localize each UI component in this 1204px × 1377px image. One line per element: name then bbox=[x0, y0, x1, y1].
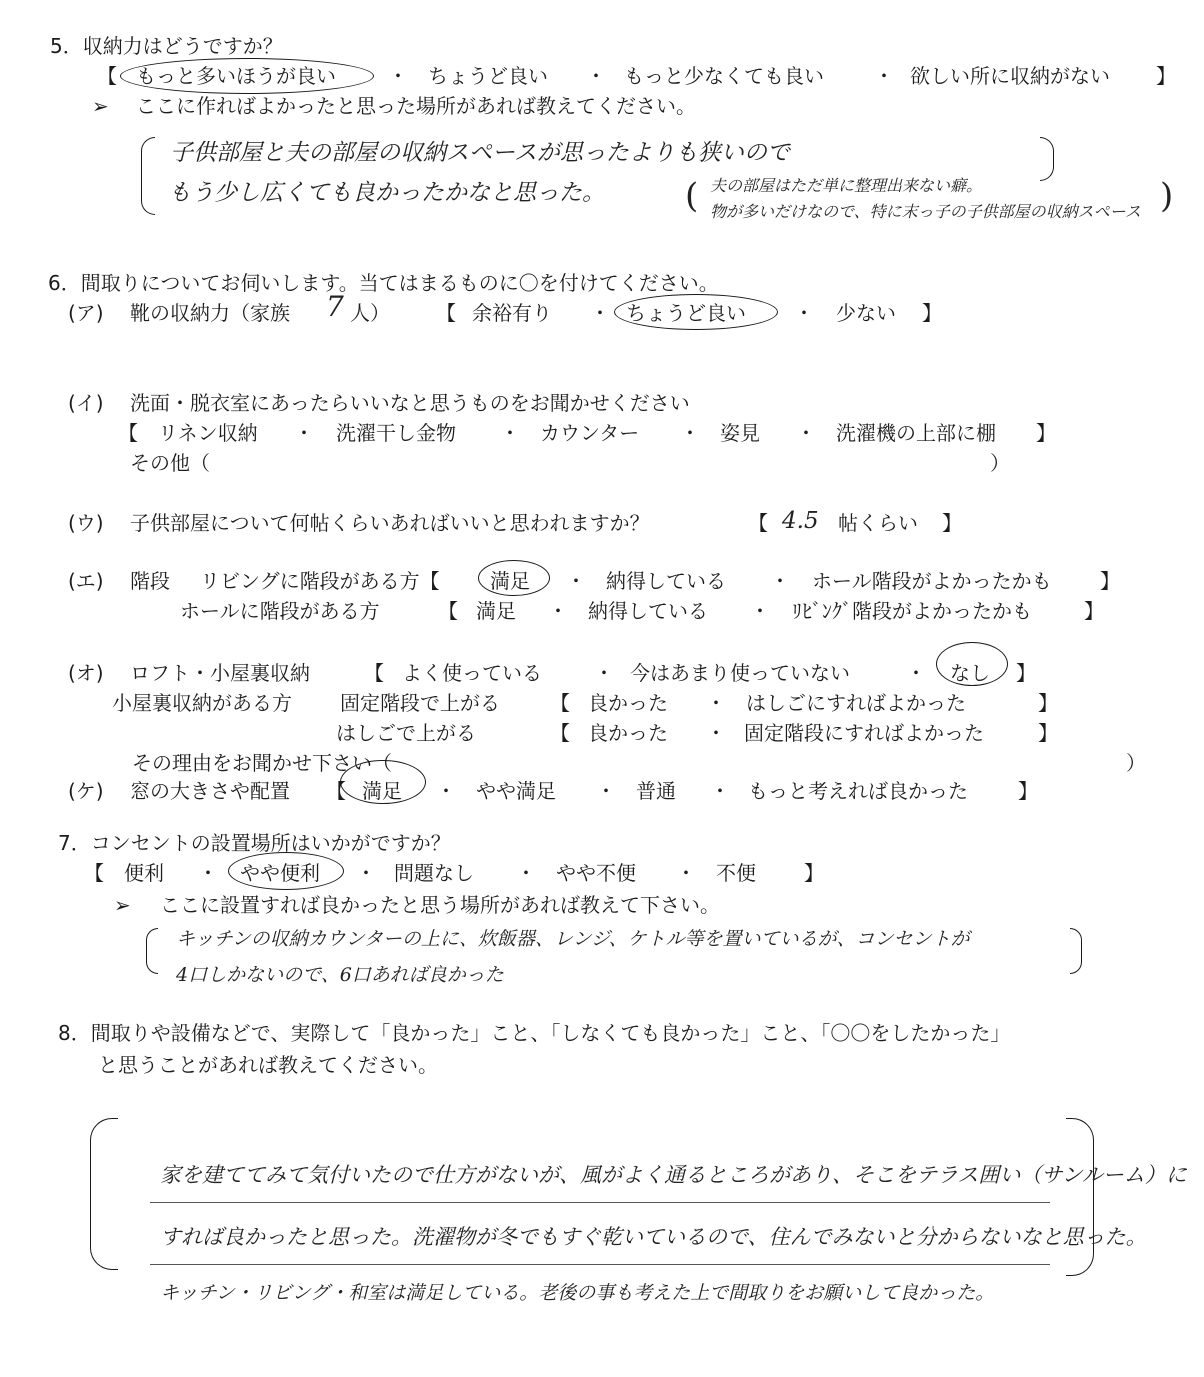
q6e-selection-circle bbox=[478, 560, 550, 596]
q6o-option-none[interactable]: なし bbox=[950, 661, 990, 685]
q8-answer-rule bbox=[150, 1264, 1050, 1265]
q6e-row2-option-living[interactable]: ﾘﾋﾞﾝｸﾞ階段がよかったかも bbox=[792, 599, 1032, 623]
q6e-row1-label: リビングに階段がある方【 bbox=[200, 569, 440, 593]
q7-answer-open-paren bbox=[146, 928, 158, 974]
q6ke-selection-circle bbox=[340, 760, 426, 804]
q8-answer-line3[interactable]: キッチン・リビング・和室は満足している。老後の事も考えた上で間取りをお願いして良かった。 bbox=[160, 1282, 995, 1304]
q7-answer-close-paren bbox=[1070, 928, 1082, 974]
q6o-question: ロフト・小屋裏収納 bbox=[130, 661, 310, 685]
q6o-selection-circle bbox=[936, 642, 1008, 686]
q7-sub-question: ここに設置すれば良かったと思う場所があれば教えて下さい。 bbox=[160, 893, 720, 917]
q6o-option-often[interactable]: よく使っている bbox=[402, 661, 542, 685]
q6o-reason-label: その理由をお聞かせ下さい（ bbox=[132, 751, 392, 775]
q5-title: 5．収納力はどうですか？ bbox=[50, 34, 283, 58]
q6i-option-shelf[interactable]: 洗濯機の上部に棚 bbox=[836, 421, 996, 445]
q6e-label: (エ) bbox=[68, 569, 104, 593]
q6a-question: 靴の収納力（家族 bbox=[130, 301, 290, 325]
bracket: 【 bbox=[326, 779, 346, 803]
q5-selection-circle bbox=[120, 58, 374, 94]
bracket: 【 bbox=[84, 861, 104, 885]
bracket: 】 bbox=[1038, 691, 1058, 715]
q6a-label: (ア) bbox=[68, 301, 104, 325]
q7-option-no-problem[interactable]: 問題なし bbox=[394, 861, 474, 885]
q6o-option-rarely[interactable]: 今はあまり使っていない bbox=[630, 661, 850, 685]
bracket: 】 bbox=[804, 861, 824, 885]
q6i-option-counter[interactable]: カウンター bbox=[540, 421, 640, 445]
q8-answer-open-paren bbox=[90, 1118, 118, 1270]
q6o-sub-label: 小屋裏収納がある方 bbox=[112, 691, 292, 715]
q5-open-bracket: 【 bbox=[97, 64, 117, 88]
q6a-option-ample[interactable]: 余裕有り bbox=[472, 301, 552, 325]
separator: ・ bbox=[750, 599, 770, 623]
q6ke-option-normal[interactable]: 普通 bbox=[636, 779, 676, 803]
q6e-row2-option-accept[interactable]: 納得している bbox=[588, 599, 708, 623]
separator: ・ bbox=[906, 661, 926, 685]
q5-option-missing[interactable]: 欲しい所に収納がない bbox=[910, 64, 1110, 88]
q6a-family-count[interactable]: 7 bbox=[326, 290, 344, 323]
q6i-option-drying[interactable]: 洗濯干し金物 bbox=[336, 421, 456, 445]
separator: ・ bbox=[356, 861, 376, 885]
q6e-question: 階段 bbox=[130, 569, 170, 593]
q5-note-close-paren: ) bbox=[1160, 176, 1174, 216]
q6i-option-linen[interactable]: リネン収納 bbox=[158, 421, 258, 445]
q6ke-option-better[interactable]: もっと考えれば良かった bbox=[748, 779, 968, 803]
separator: ・ bbox=[500, 421, 520, 445]
q6o-reason-close: ） bbox=[1126, 751, 1146, 775]
separator: ・ bbox=[436, 779, 456, 803]
q6e-row1-option-accept[interactable]: 納得している bbox=[606, 569, 726, 593]
separator: ・ bbox=[874, 64, 894, 88]
bracket: 【 bbox=[550, 721, 570, 745]
q6o-row1-label: 固定階段で上がる bbox=[340, 691, 500, 715]
bracket: 【 bbox=[436, 301, 456, 325]
q6i-option-mirror[interactable]: 姿見 bbox=[720, 421, 760, 445]
q6e-row2-label: ホールに階段がある方 bbox=[180, 599, 380, 623]
q6a-option-few[interactable]: 少ない bbox=[836, 301, 896, 325]
q6a-selection-circle bbox=[614, 294, 778, 330]
q6-title: 6．間取りについてお伺いします。当てはまるものに〇を付けてください。 bbox=[48, 271, 719, 295]
q5-answer-line2[interactable]: もう少し広くても良かったかなと思った。 bbox=[168, 180, 605, 206]
q5-answer-open-paren bbox=[141, 137, 155, 215]
q7-title: 7．コンセントの設置場所はいかがですか？ bbox=[58, 831, 451, 855]
q6u-label: (ウ) bbox=[68, 511, 104, 535]
q6ke-question: 窓の大きさや配置 bbox=[130, 779, 290, 803]
q6o-row2-label: はしごで上がる bbox=[336, 721, 476, 745]
bracket: 【 bbox=[364, 661, 384, 685]
q7-option-somewhat-inconvenient[interactable]: やや不便 bbox=[556, 861, 636, 885]
q6e-row1-option-hall[interactable]: ホール階段がよかったかも bbox=[812, 569, 1052, 593]
q5-sub-arrow-icon: ➢ bbox=[92, 94, 109, 118]
bracket: 】 bbox=[1084, 599, 1104, 623]
separator: ・ bbox=[590, 301, 610, 325]
q6o-row2-option-fixed[interactable]: 固定階段にすればよかった bbox=[744, 721, 984, 745]
q7-option-inconvenient[interactable]: 不便 bbox=[716, 861, 756, 885]
q8-title-line2: と思うことがあれば教えてください。 bbox=[98, 1053, 438, 1077]
q6o-row1-option-ladder[interactable]: はしごにすればよかった bbox=[746, 691, 966, 715]
bracket: 】 bbox=[1018, 779, 1038, 803]
separator: ・ bbox=[680, 421, 700, 445]
separator: ・ bbox=[198, 861, 218, 885]
q6u-question: 子供部屋について何帖くらいあればいいと思われますか？ bbox=[130, 511, 650, 535]
bracket: 【 bbox=[748, 511, 768, 535]
q6i-other-close: ） bbox=[990, 451, 1010, 475]
q6a-option-just-right[interactable]: ちょうど良い bbox=[626, 301, 746, 325]
separator: ・ bbox=[770, 569, 790, 593]
q5-note-line1[interactable]: 夫の部屋はただ単に整理出来ない癖。 bbox=[710, 176, 983, 195]
q6i-question: 洗面・脱衣室にあったらいいなと思うものをお聞かせください bbox=[130, 391, 690, 415]
q6o-row1-option-good[interactable]: 良かった bbox=[588, 691, 668, 715]
q5-option-less[interactable]: もっと少なくても良い bbox=[624, 64, 824, 88]
q6u-unit: 帖くらい bbox=[838, 511, 918, 535]
separator: ・ bbox=[548, 599, 568, 623]
q7-selection-circle bbox=[228, 852, 344, 890]
separator: ・ bbox=[706, 691, 726, 715]
q5-answer-close-paren bbox=[1040, 137, 1054, 181]
q6ke-label: (ケ) bbox=[68, 779, 104, 803]
q6u-answer[interactable]: 4.5 bbox=[782, 508, 819, 534]
q7-answer-line1[interactable]: キッチンの収納カウンターの上に、炊飯器、レンジ、ケトル等を置いているが、コンセントが bbox=[176, 928, 970, 950]
q8-answer-rule bbox=[150, 1202, 1050, 1203]
q8-answer-line1[interactable]: 家を建ててみて気付いたので仕方がないが、風がよく通るところがあり、そこをテラス囲い（サンルーム）に bbox=[160, 1163, 1187, 1187]
separator: ・ bbox=[794, 301, 814, 325]
q8-answer-line2[interactable]: すれば良かったと思った。洗濯物が冬でもすぐ乾いているので、住んでみないと分からないなと思った。 bbox=[160, 1225, 1147, 1249]
separator: ・ bbox=[516, 861, 536, 885]
q8-answer-close-paren bbox=[1066, 1118, 1094, 1276]
q5-option-more[interactable]: もっと多いほうが良い bbox=[136, 64, 336, 88]
bracket: 【 bbox=[550, 691, 570, 715]
separator: ・ bbox=[566, 569, 586, 593]
q5-note-open-paren: ( bbox=[685, 176, 699, 216]
bracket: 】 bbox=[1100, 569, 1120, 593]
q6o-row2-option-good[interactable]: 良かった bbox=[588, 721, 668, 745]
bracket: 【 bbox=[118, 421, 138, 445]
q6o-label: (オ) bbox=[68, 661, 104, 685]
q7-answer-line2[interactable]: 4口しかないので、6口あれば良かった bbox=[176, 964, 504, 986]
q8-title: 8．間取りや設備などで、実際して「良かった」こと、「しなくても良かった」こと、「〇〇をしたかった」 bbox=[58, 1021, 1011, 1045]
q6e-row2-option-satisfied[interactable]: 満足 bbox=[476, 599, 516, 623]
q6e-row1-option-satisfied[interactable]: 満足 bbox=[490, 569, 530, 593]
q6i-label: (イ) bbox=[68, 391, 104, 415]
separator: ・ bbox=[594, 661, 614, 685]
separator: ・ bbox=[710, 779, 730, 803]
bracket: 】 bbox=[942, 511, 962, 535]
bracket: 】 bbox=[1036, 421, 1056, 445]
q5-option-just-right[interactable]: ちょうど良い bbox=[428, 64, 548, 88]
q5-note-line2[interactable]: 物が多いだけなので、特に末っ子の子供部屋の収納スペース bbox=[710, 202, 1141, 221]
q7-option-convenient[interactable]: 便利 bbox=[124, 861, 164, 885]
separator: ・ bbox=[676, 861, 696, 885]
q6ke-option-somewhat[interactable]: やや満足 bbox=[476, 779, 556, 803]
separator: ・ bbox=[706, 721, 726, 745]
separator: ・ bbox=[294, 421, 314, 445]
separator: ・ bbox=[388, 64, 408, 88]
separator: ・ bbox=[586, 64, 606, 88]
q5-answer-line1[interactable]: 子供部屋と夫の部屋の収納スペースが思ったよりも狭いので bbox=[170, 140, 790, 166]
bracket: 【 bbox=[438, 599, 458, 623]
q7-option-somewhat-convenient[interactable]: やや便利 bbox=[240, 861, 320, 885]
q6ke-option-satisfied[interactable]: 満足 bbox=[362, 779, 402, 803]
bracket: 】 bbox=[1016, 661, 1036, 685]
bracket: 】 bbox=[1038, 721, 1058, 745]
q6i-other-label: その他（ bbox=[130, 451, 210, 475]
q5-close-bracket: 】 bbox=[1156, 64, 1176, 88]
q6a-unit: 人） bbox=[350, 301, 390, 325]
bracket: 】 bbox=[922, 301, 942, 325]
separator: ・ bbox=[796, 421, 816, 445]
q5-sub-question: ここに作ればよかったと思った場所があれば教えてください。 bbox=[136, 94, 696, 118]
q7-sub-arrow-icon: ➢ bbox=[114, 893, 131, 917]
separator: ・ bbox=[596, 779, 616, 803]
